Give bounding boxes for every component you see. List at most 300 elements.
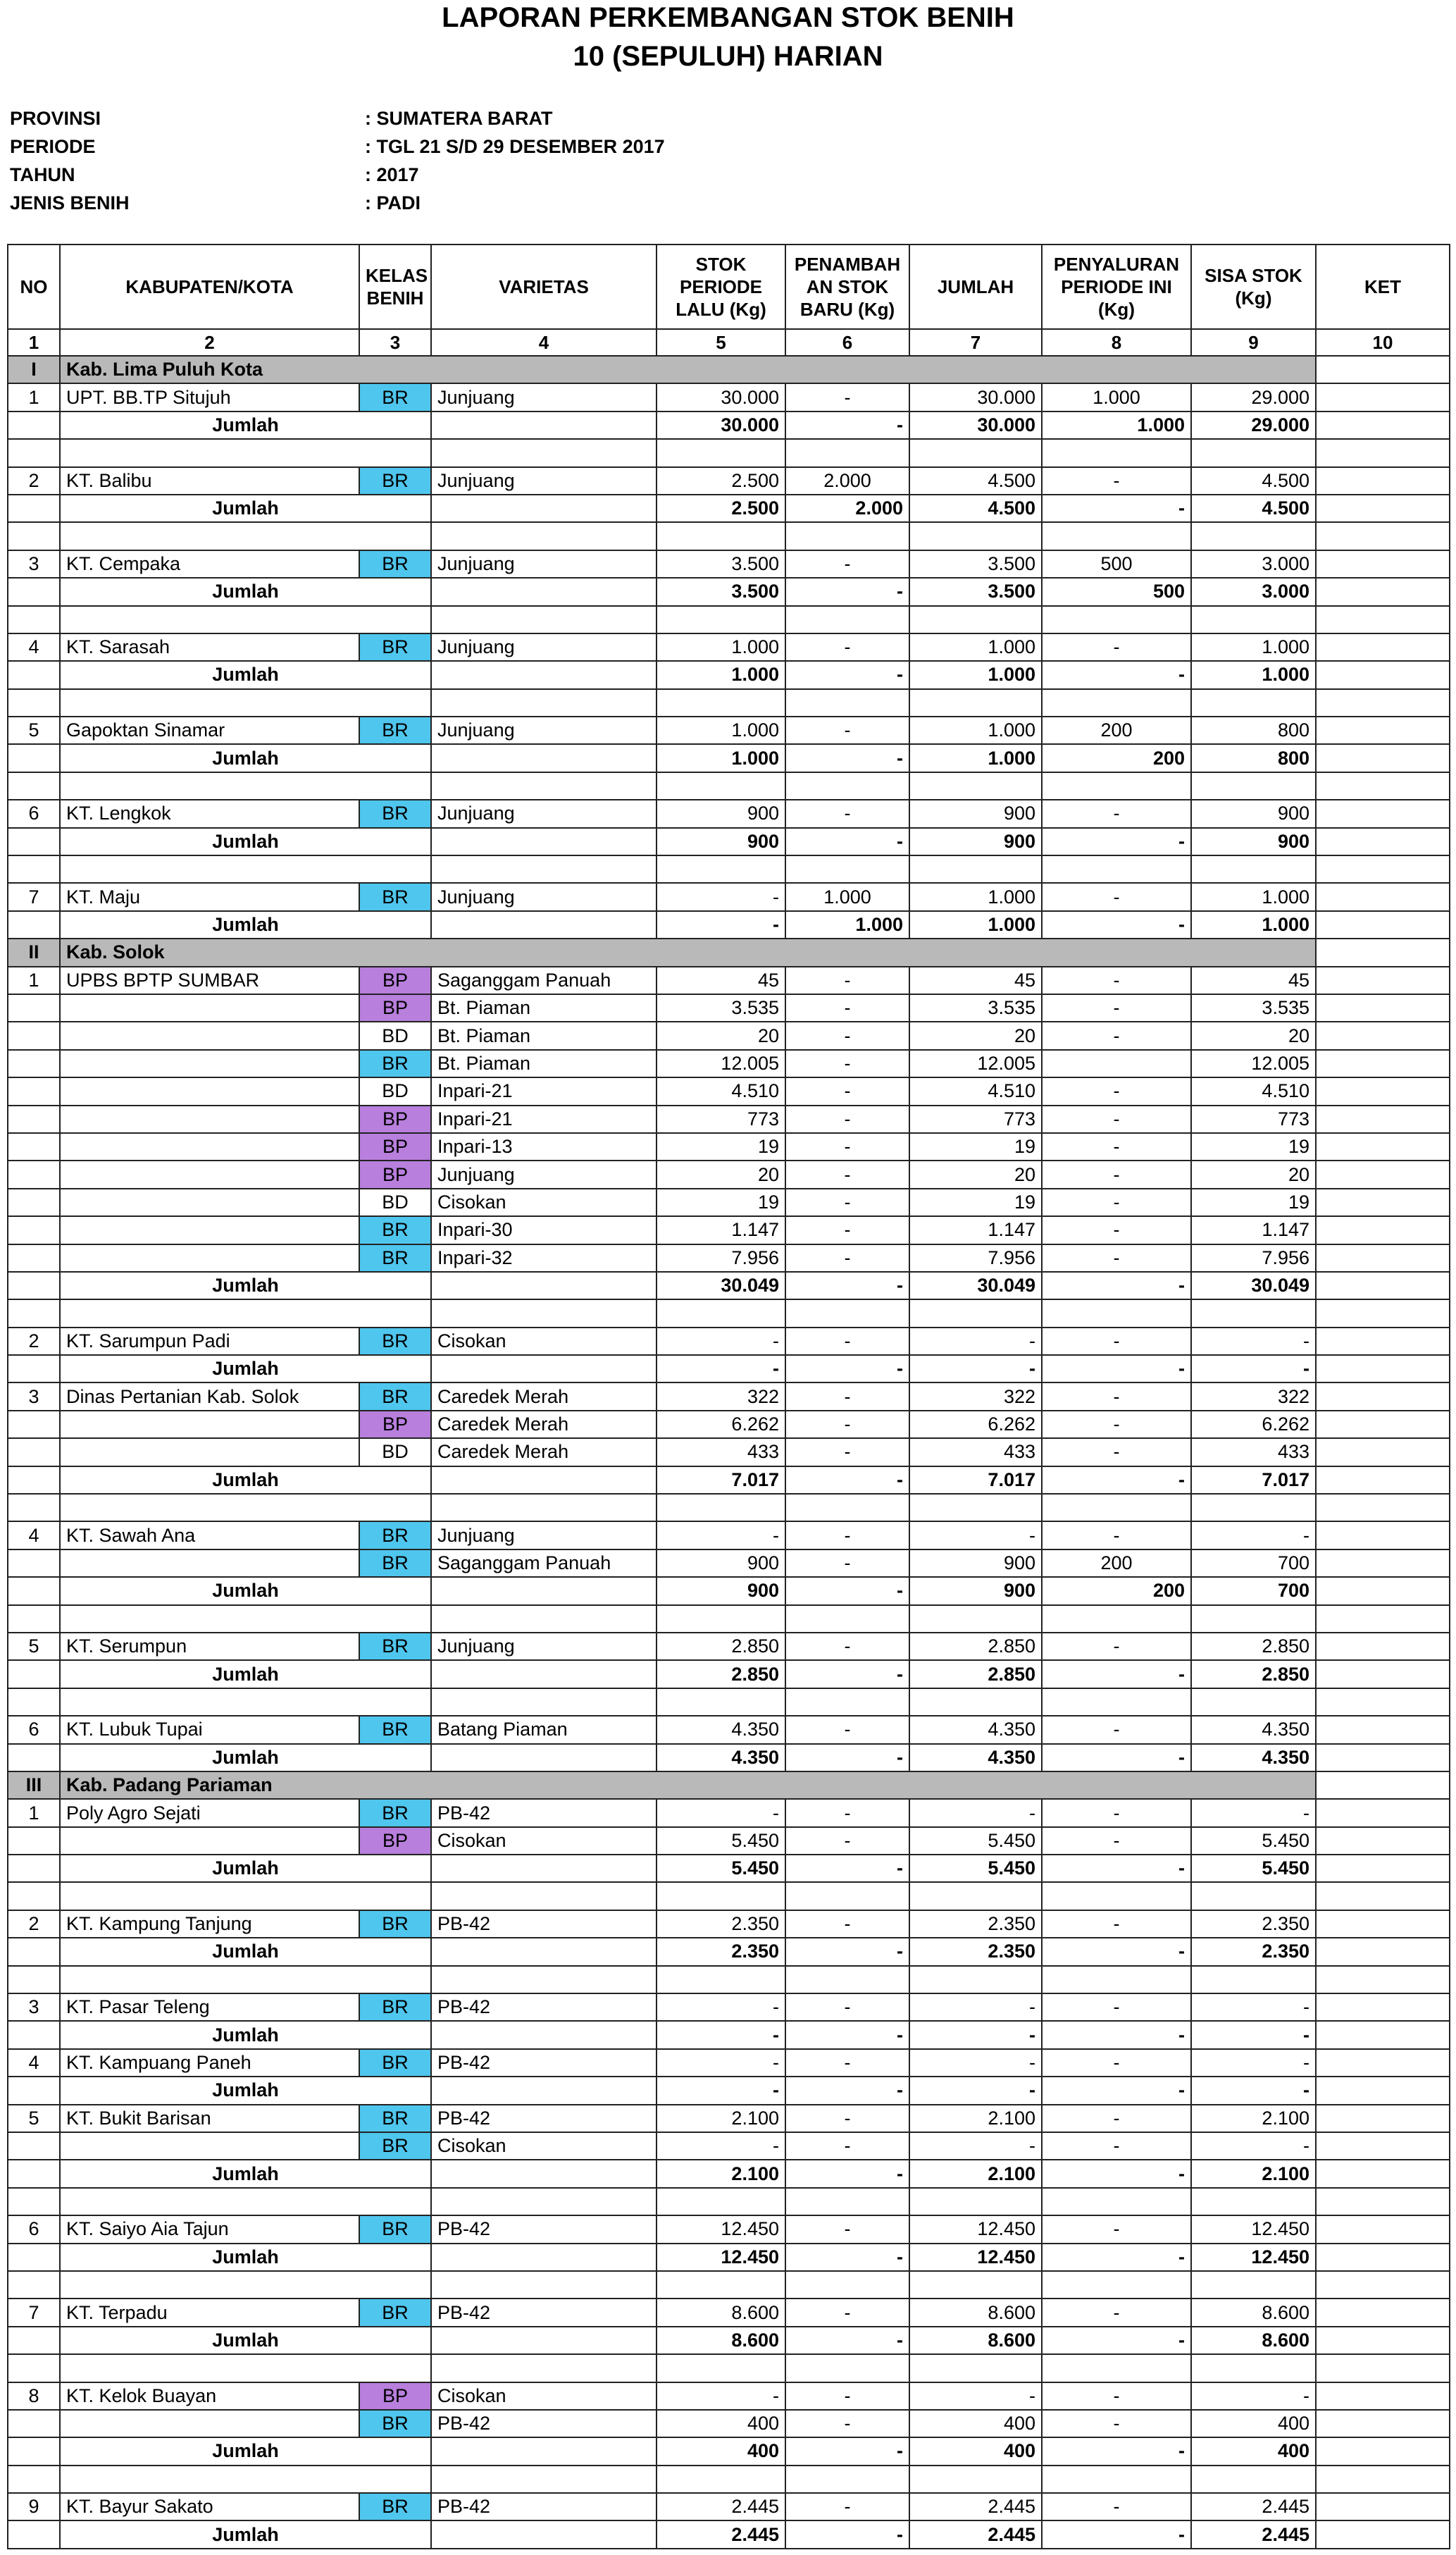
- ket-cell: [1316, 495, 1450, 522]
- ket-cell: [1316, 2493, 1450, 2520]
- column-number: 1: [8, 329, 60, 356]
- table-body: [8, 356, 1450, 2549]
- stok-periode-lalu: 2.100: [657, 2160, 785, 2187]
- sisa-stok: 4.500: [1191, 467, 1316, 495]
- ket-cell: [1316, 1744, 1450, 1771]
- kabupaten-name: KT. Kampung Tanjung: [60, 1910, 359, 1938]
- ket-cell: [1316, 2105, 1450, 2132]
- kelas-benih: BR: [359, 1521, 431, 1549]
- jumlah: 12.450: [909, 2215, 1042, 2243]
- sisa-stok: 1.000: [1191, 911, 1316, 939]
- sisa-stok: 1.000: [1191, 883, 1316, 910]
- ket-cell: [1316, 1549, 1450, 1577]
- row-number: 6: [8, 1716, 60, 1743]
- subtotal-label: Jumlah: [60, 1660, 431, 1688]
- jumlah: 2.850: [909, 1633, 1042, 1660]
- sisa-stok: 12.005: [1191, 1050, 1316, 1077]
- row-number: [8, 1244, 60, 1272]
- table-row: [8, 1910, 1450, 1938]
- kabupaten-name: [60, 994, 359, 1022]
- penyaluran: -: [1042, 1716, 1191, 1743]
- row-number: [8, 689, 60, 717]
- row-number: [8, 1106, 60, 1133]
- varietas: [431, 828, 657, 855]
- sisa-stok: 4.510: [1191, 1077, 1316, 1105]
- row-number: [8, 1577, 60, 1604]
- varietas: Cisokan: [431, 2382, 657, 2410]
- jumlah: 19: [909, 1133, 1042, 1161]
- subtotal-label: Jumlah: [60, 2437, 431, 2465]
- table-row: [8, 467, 1450, 495]
- jumlah: 45: [909, 967, 1042, 994]
- kabupaten-name: [60, 1189, 359, 1216]
- spacer-row: [8, 1494, 1450, 1521]
- penambahan-stok: -: [785, 1827, 909, 1855]
- meta-label: TAHUN: [10, 164, 75, 185]
- row-number: [8, 1744, 60, 1771]
- subtotal-row: [8, 661, 1450, 688]
- empty-cell: [909, 689, 1042, 717]
- spacer-cell: [60, 2188, 431, 2215]
- table-row: [8, 1050, 1450, 1077]
- subtotal-row: [8, 2437, 1450, 2465]
- subtotal-label: Jumlah: [60, 1938, 431, 1965]
- row-number: [8, 2160, 60, 2187]
- varietas: Saganggam Panuah: [431, 967, 657, 994]
- ket-cell: [1316, 1577, 1450, 1604]
- empty-cell: [657, 855, 785, 883]
- row-number: 4: [8, 633, 60, 661]
- varietas: Junjuang: [431, 1161, 657, 1188]
- sisa-stok: 45: [1191, 967, 1316, 994]
- kabupaten-name: [60, 1161, 359, 1188]
- kelas-benih: BR: [359, 633, 431, 661]
- empty-cell: [431, 1605, 657, 1633]
- kelas-benih: BP: [359, 967, 431, 994]
- subtotal-row: [8, 1577, 1450, 1604]
- kabupaten-name: KT. Sarumpun Padi: [60, 1328, 359, 1355]
- header-row: [8, 245, 1450, 329]
- ket-cell: [1316, 1077, 1450, 1105]
- empty-cell: [909, 2466, 1042, 2493]
- group-row: [8, 356, 1450, 383]
- empty-cell: [431, 2188, 657, 2215]
- penambahan-stok: -: [785, 800, 909, 827]
- subtotal-label: Jumlah: [60, 2327, 431, 2354]
- ket-cell: [1316, 2382, 1450, 2410]
- stok-periode-lalu: 2.850: [657, 1633, 785, 1660]
- sisa-stok: -: [1191, 1521, 1316, 1549]
- spacer-row: [8, 855, 1450, 883]
- penyaluran: -: [1042, 1633, 1191, 1660]
- table-row: [8, 2215, 1450, 2243]
- ket-cell: [1316, 412, 1450, 439]
- kelas-benih: BP: [359, 1133, 431, 1161]
- empty-cell: [431, 1299, 657, 1327]
- row-number: 3: [8, 1993, 60, 2021]
- penyaluran: -: [1042, 1521, 1191, 1549]
- sisa-stok: 2.850: [1191, 1660, 1316, 1688]
- jumlah: 30.000: [909, 383, 1042, 411]
- subtotal-row: [8, 828, 1450, 855]
- sisa-stok: 1.000: [1191, 661, 1316, 688]
- row-number: 4: [8, 1521, 60, 1549]
- row-number: 2: [8, 1328, 60, 1355]
- row-number: 8: [8, 2382, 60, 2410]
- row-number: [8, 2077, 60, 2104]
- kelas-benih: BD: [359, 1022, 431, 1049]
- penambahan-stok: -: [785, 1106, 909, 1133]
- empty-cell: [431, 689, 657, 717]
- varietas: Junjuang: [431, 800, 657, 827]
- row-number: [8, 1966, 60, 1993]
- empty-cell: [1042, 689, 1191, 717]
- row-number: 5: [8, 2105, 60, 2132]
- empty-cell: [785, 1688, 909, 1716]
- sisa-stok: 2.445: [1191, 2493, 1316, 2520]
- varietas: Junjuang: [431, 1521, 657, 1549]
- group-number: II: [8, 939, 60, 966]
- ket-cell: [1316, 2410, 1450, 2437]
- table-row: [8, 2410, 1450, 2437]
- subtotal-label: Jumlah: [60, 2160, 431, 2187]
- stok-periode-lalu: 900: [657, 800, 785, 827]
- penyaluran: 1.000: [1042, 383, 1191, 411]
- spacer-cell: [60, 2271, 431, 2299]
- column-number: 5: [657, 329, 785, 356]
- stok-periode-lalu: 2.445: [657, 2493, 785, 2520]
- meta-value: : PADI: [365, 192, 421, 214]
- penambahan-stok: 2.000: [785, 495, 909, 522]
- spacer-cell: [60, 855, 431, 883]
- varietas: PB-42: [431, 1993, 657, 2021]
- penambahan-stok: -: [785, 1521, 909, 1549]
- jumlah: 1.000: [909, 661, 1042, 688]
- sisa-stok: 2.350: [1191, 1910, 1316, 1938]
- stok-periode-lalu: 4.510: [657, 1077, 785, 1105]
- empty-cell: [909, 772, 1042, 800]
- table-row: [8, 800, 1450, 827]
- subtotal-label: Jumlah: [60, 1355, 431, 1382]
- subtotal-row: [8, 2327, 1450, 2354]
- row-number: [8, 2271, 60, 2299]
- ket-cell: [1316, 1272, 1450, 1299]
- table-row: [8, 717, 1450, 744]
- meta-tahun: [10, 161, 665, 189]
- penyaluran: -: [1042, 2105, 1191, 2132]
- stok-periode-lalu: 2.500: [657, 495, 785, 522]
- stok-periode-lalu: 45: [657, 967, 785, 994]
- penambahan-stok: -: [785, 2327, 909, 2354]
- penyaluran: -: [1042, 2327, 1191, 2354]
- jumlah: 8.600: [909, 2327, 1042, 2354]
- empty-cell: [909, 2271, 1042, 2299]
- column-number: 4: [431, 329, 657, 356]
- ket-cell: [1316, 1521, 1450, 1549]
- empty-cell: [909, 1494, 1042, 1521]
- meta-value: : SUMATERA BARAT: [365, 108, 553, 129]
- stok-periode-lalu: 900: [657, 1577, 785, 1604]
- penyaluran: -: [1042, 2049, 1191, 2077]
- empty-cell: [431, 439, 657, 466]
- table-row: [8, 2299, 1450, 2326]
- penambahan-stok: -: [785, 383, 909, 411]
- varietas: [431, 2327, 657, 2354]
- jumlah: 2.445: [909, 2520, 1042, 2548]
- empty-cell: [1316, 1966, 1450, 1993]
- stok-periode-lalu: 1.000: [657, 717, 785, 744]
- jumlah: -: [909, 2021, 1042, 2048]
- empty-cell: [785, 689, 909, 717]
- row-number: [8, 828, 60, 855]
- empty-cell: [1042, 2466, 1191, 2493]
- sisa-stok: 2.445: [1191, 2520, 1316, 2548]
- sisa-stok: 29.000: [1191, 383, 1316, 411]
- empty-cell: [431, 606, 657, 633]
- penambahan-stok: -: [785, 967, 909, 994]
- empty-cell: [1191, 855, 1316, 883]
- sisa-stok: 3.535: [1191, 994, 1316, 1022]
- subtotal-row: [8, 2077, 1450, 2104]
- kabupaten-name: [60, 1106, 359, 1133]
- table-row: [8, 1716, 1450, 1743]
- empty-cell: [909, 1966, 1042, 1993]
- row-number: 5: [8, 717, 60, 744]
- ket-cell: [1316, 1189, 1450, 1216]
- empty-cell: [785, 855, 909, 883]
- table-row: [8, 1244, 1450, 1272]
- kabupaten-name: KT. Bayur Sakato: [60, 2493, 359, 2520]
- empty-cell: [1316, 2466, 1450, 2493]
- ket-cell: [1316, 2520, 1450, 2548]
- jumlah: 4.510: [909, 1077, 1042, 1105]
- jumlah: 4.350: [909, 1716, 1042, 1743]
- varietas: PB-42: [431, 2410, 657, 2437]
- ket-cell: [1316, 2049, 1450, 2077]
- penambahan-stok: -: [785, 1938, 909, 1965]
- meta-value: : 2017: [365, 164, 419, 185]
- varietas: PB-42: [431, 2299, 657, 2326]
- jumlah: -: [909, 2132, 1042, 2160]
- penambahan-stok: -: [785, 412, 909, 439]
- meta-provinsi: [10, 104, 665, 132]
- subtotal-row: [8, 744, 1450, 772]
- table-row: [8, 1077, 1450, 1105]
- penambahan-stok: -: [785, 2520, 909, 2548]
- empty-cell: [1042, 772, 1191, 800]
- row-number: [8, 911, 60, 939]
- penyaluran: -: [1042, 1161, 1191, 1188]
- spacer-cell: [60, 1882, 431, 1910]
- spacer-row: [8, 1966, 1450, 1993]
- penambahan-stok: -: [785, 828, 909, 855]
- empty-cell: [657, 772, 785, 800]
- penambahan-stok: -: [785, 578, 909, 605]
- empty-cell: [1191, 1494, 1316, 1521]
- subtotal-label: Jumlah: [60, 495, 431, 522]
- empty-cell: [1042, 855, 1191, 883]
- empty-cell: [1316, 2188, 1450, 2215]
- kelas-benih: BR: [359, 2410, 431, 2437]
- empty-cell: [1042, 522, 1191, 550]
- varietas: Cisokan: [431, 1189, 657, 1216]
- empty-cell: [1316, 2354, 1450, 2382]
- spacer-row: [8, 522, 1450, 550]
- ket-cell: [1316, 1022, 1450, 1049]
- empty-cell: [1042, 1605, 1191, 1633]
- ket-cell: [1316, 1382, 1450, 1410]
- penambahan-stok: -: [785, 1328, 909, 1355]
- jumlah: 8.600: [909, 2299, 1042, 2326]
- penyaluran: -: [1042, 1411, 1191, 1438]
- subtotal-row: [8, 1744, 1450, 1771]
- subtotal-row: [8, 1855, 1450, 1882]
- header-kelas-benih: KELAS BENIH: [359, 245, 431, 329]
- kelas-benih: BR: [359, 1050, 431, 1077]
- ket-cell: [1316, 356, 1450, 383]
- penyaluran: -: [1042, 1744, 1191, 1771]
- sisa-stok: 700: [1191, 1577, 1316, 1604]
- ket-cell: [1316, 467, 1450, 495]
- sisa-stok: 2.100: [1191, 2105, 1316, 2132]
- sisa-stok: 2.850: [1191, 1633, 1316, 1660]
- header-penambahan-stok: PENAMBAH AN STOK BARU (Kg): [785, 245, 909, 329]
- table-row: [8, 2493, 1450, 2520]
- empty-cell: [657, 1605, 785, 1633]
- varietas: PB-42: [431, 1910, 657, 1938]
- kelas-benih: BR: [359, 1382, 431, 1410]
- penambahan-stok: -: [785, 1050, 909, 1077]
- row-number: [8, 661, 60, 688]
- group-name: Kab. Lima Puluh Kota: [60, 356, 1316, 383]
- jumlah: 12.005: [909, 1050, 1042, 1077]
- penambahan-stok: -: [785, 2299, 909, 2326]
- empty-cell: [1191, 1605, 1316, 1633]
- penyaluran: -: [1042, 2382, 1191, 2410]
- kelas-benih: BR: [359, 2493, 431, 2520]
- kabupaten-name: Poly Agro Sejati: [60, 1799, 359, 1826]
- kelas-benih: BR: [359, 800, 431, 827]
- row-number: [8, 994, 60, 1022]
- penambahan-stok: -: [785, 1216, 909, 1244]
- kelas-benih: BR: [359, 883, 431, 910]
- row-number: 2: [8, 1910, 60, 1938]
- varietas: Junjuang: [431, 1633, 657, 1660]
- stok-periode-lalu: 773: [657, 1106, 785, 1133]
- stok-periode-lalu: -: [657, 883, 785, 910]
- sisa-stok: -: [1191, 1799, 1316, 1826]
- penambahan-stok: -: [785, 1161, 909, 1188]
- penyaluran: -: [1042, 1382, 1191, 1410]
- penambahan-stok: -: [785, 2049, 909, 2077]
- empty-cell: [1042, 1966, 1191, 1993]
- jumlah: 7.017: [909, 1466, 1042, 1494]
- empty-cell: [1191, 606, 1316, 633]
- ket-cell: [1316, 717, 1450, 744]
- column-number-row: [8, 329, 1450, 356]
- kabupaten-name: [60, 1216, 359, 1244]
- stok-periode-lalu: 30.000: [657, 383, 785, 411]
- empty-cell: [657, 1688, 785, 1716]
- column-number: 6: [785, 329, 909, 356]
- sisa-stok: 2.100: [1191, 2160, 1316, 2187]
- sisa-stok: 29.000: [1191, 412, 1316, 439]
- penambahan-stok: 2.000: [785, 467, 909, 495]
- empty-cell: [1042, 2354, 1191, 2382]
- kelas-benih: BR: [359, 1633, 431, 1660]
- ket-cell: [1316, 828, 1450, 855]
- varietas: [431, 1272, 657, 1299]
- sisa-stok: 20: [1191, 1161, 1316, 1188]
- varietas: Junjuang: [431, 633, 657, 661]
- stok-periode-lalu: 5.450: [657, 1827, 785, 1855]
- penyaluran: -: [1042, 2410, 1191, 2437]
- table-row: [8, 1827, 1450, 1855]
- kelas-benih: BR: [359, 1328, 431, 1355]
- empty-cell: [909, 2188, 1042, 2215]
- jumlah: 2.350: [909, 1938, 1042, 1965]
- empty-cell: [1191, 2466, 1316, 2493]
- column-number: 10: [1316, 329, 1450, 356]
- jumlah: 2.445: [909, 2493, 1042, 2520]
- varietas: PB-42: [431, 2105, 657, 2132]
- subtotal-label: Jumlah: [60, 1855, 431, 1882]
- row-number: 1: [8, 383, 60, 411]
- kabupaten-name: Dinas Pertanian Kab. Solok: [60, 1382, 359, 1410]
- penyaluran: -: [1042, 1993, 1191, 2021]
- stok-periode-lalu: -: [657, 2021, 785, 2048]
- penyaluran: -: [1042, 633, 1191, 661]
- empty-cell: [431, 2271, 657, 2299]
- spacer-row: [8, 1605, 1450, 1633]
- kabupaten-name: KT. Cempaka: [60, 550, 359, 578]
- penyaluran: -: [1042, 1910, 1191, 1938]
- empty-cell: [909, 606, 1042, 633]
- jumlah: -: [909, 1993, 1042, 2021]
- sisa-stok: 19: [1191, 1133, 1316, 1161]
- stok-periode-lalu: 6.262: [657, 1411, 785, 1438]
- jumlah: 5.450: [909, 1855, 1042, 1882]
- row-number: [8, 2354, 60, 2382]
- empty-cell: [1316, 1688, 1450, 1716]
- row-number: [8, 772, 60, 800]
- stok-periode-lalu: 19: [657, 1189, 785, 1216]
- empty-cell: [785, 522, 909, 550]
- row-number: [8, 1411, 60, 1438]
- stok-periode-lalu: 1.000: [657, 633, 785, 661]
- penambahan-stok: -: [785, 1577, 909, 1604]
- varietas: Inpari-30: [431, 1216, 657, 1244]
- sisa-stok: 12.450: [1191, 2244, 1316, 2271]
- jumlah: 3.535: [909, 994, 1042, 1022]
- empty-cell: [785, 1299, 909, 1327]
- row-number: [8, 606, 60, 633]
- varietas: [431, 578, 657, 605]
- jumlah: 4.350: [909, 1744, 1042, 1771]
- kelas-benih: BP: [359, 2382, 431, 2410]
- kabupaten-name: KT. Sarasah: [60, 633, 359, 661]
- stok-periode-lalu: -: [657, 2077, 785, 2104]
- empty-cell: [431, 2466, 657, 2493]
- header-ket: KET: [1316, 245, 1450, 329]
- empty-cell: [909, 2354, 1042, 2382]
- kabupaten-name: KT. Maju: [60, 883, 359, 910]
- meta-label: JENIS BENIH: [10, 192, 130, 214]
- ket-cell: [1316, 2244, 1450, 2271]
- sisa-stok: -: [1191, 1993, 1316, 2021]
- row-number: [8, 2520, 60, 2548]
- empty-cell: [909, 1882, 1042, 1910]
